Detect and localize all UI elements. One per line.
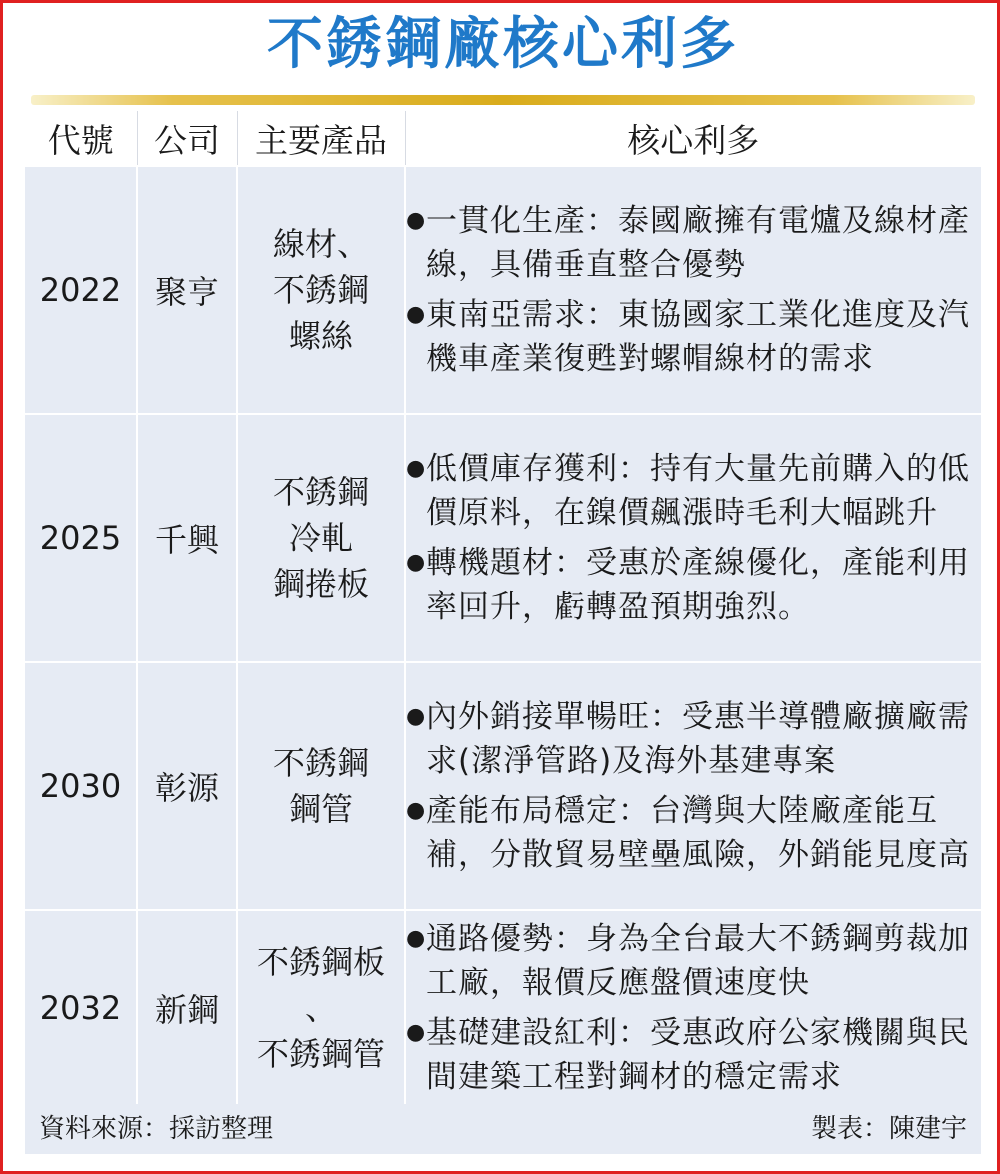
table-row (25, 662, 981, 910)
header-code: 代號 (25, 111, 137, 166)
main-products (237, 166, 405, 414)
bullet-dot-icon: ● (406, 208, 427, 233)
benefit-text: 基礎建設紅利：受惠政府公家機關與民間建築工程對鋼材的穩定需求 (426, 1015, 970, 1095)
company-name: 彰源 (137, 662, 237, 910)
benefit-text: 轉機題材：受惠於產線優化，產能利用率回升，虧轉盈預期強烈。 (426, 545, 970, 625)
benefit-item (406, 789, 981, 877)
benefit-text: 產能布局穩定：台灣與大陸廠產能互補，分散貿易壁壘風險，外銷能見度高 (426, 793, 970, 873)
core-benefits (405, 166, 981, 414)
bullet-dot-icon: ● (406, 798, 427, 823)
benefit-text: 一貫化生產：泰國廠擁有電爐及線材產線，具備垂直整合優勢 (426, 203, 970, 283)
company-name: 千興 (137, 414, 237, 662)
page-title: 不銹鋼廠核心利多 (267, 12, 739, 77)
product-line: 不銹鋼 (272, 473, 369, 511)
header-product: 主要產品 (237, 111, 405, 166)
bullet-dot-icon: ● (406, 926, 427, 951)
core-benefits (405, 910, 981, 1105)
stock-table (25, 111, 981, 1105)
source-note: 資料來源：採訪整理 (39, 1114, 274, 1144)
table-row (25, 910, 981, 1105)
footer-bar (25, 1104, 981, 1154)
product-line: 鋼捲板 (272, 565, 369, 603)
benefit-item (406, 1011, 981, 1099)
product-line: 冷軋 (288, 519, 353, 557)
bullet-dot-icon: ● (406, 550, 427, 575)
product-line: 不銹鋼 (272, 271, 369, 309)
bullet-dot-icon: ● (406, 302, 427, 327)
product-line: 線材、 (272, 225, 369, 263)
core-benefits (405, 662, 981, 910)
benefit-text: 通路優勢：身為全台最大不銹鋼剪裁加工廠，報價反應盤價速度快 (426, 921, 970, 1001)
benefit-text: 東南亞需求：東協國家工業化進度及汽機車產業復甦對螺帽線材的需求 (426, 297, 970, 377)
benefit-item (406, 293, 981, 381)
company-name: 新鋼 (137, 910, 237, 1105)
table-row (25, 414, 981, 662)
company-name: 聚亨 (137, 166, 237, 414)
benefit-item (406, 541, 981, 629)
header-row (25, 111, 981, 166)
core-benefits (405, 414, 981, 662)
bullet-dot-icon: ● (406, 704, 427, 729)
stock-code: 2032 (25, 910, 137, 1105)
product-line: 不銹鋼 (272, 744, 369, 782)
benefit-text: 內外銷接單暢旺：受惠半導體廠擴廠需求(潔淨管路)及海外基建專案 (426, 699, 970, 779)
table-row (25, 166, 981, 414)
benefit-text: 低價庫存獲利：持有大量先前購入的低價原料，在鎳價飆漲時毛利大幅跳升 (426, 451, 970, 531)
product-line: 、 (304, 989, 337, 1027)
product-line: 不銹鋼管 (256, 1035, 385, 1073)
stock-code: 2025 (25, 414, 137, 662)
benefit-item (406, 447, 981, 535)
product-line: 不銹鋼板 (256, 943, 385, 981)
benefit-item (406, 199, 981, 287)
benefit-item (406, 917, 981, 1005)
stock-code: 2022 (25, 166, 137, 414)
main-products (237, 910, 405, 1105)
stock-code: 2030 (25, 662, 137, 910)
product-line: 鋼管 (288, 790, 353, 828)
header-benefit: 核心利多 (405, 111, 981, 166)
bullet-dot-icon: ● (406, 456, 427, 481)
main-products (237, 414, 405, 662)
main-products (237, 662, 405, 910)
header-company: 公司 (137, 111, 237, 166)
chart-maker-credit: 製表：陳建宇 (810, 1114, 967, 1144)
product-line: 螺絲 (288, 317, 353, 355)
bullet-dot-icon: ● (406, 1020, 427, 1045)
benefit-item (406, 695, 981, 783)
title-divider (31, 95, 975, 105)
